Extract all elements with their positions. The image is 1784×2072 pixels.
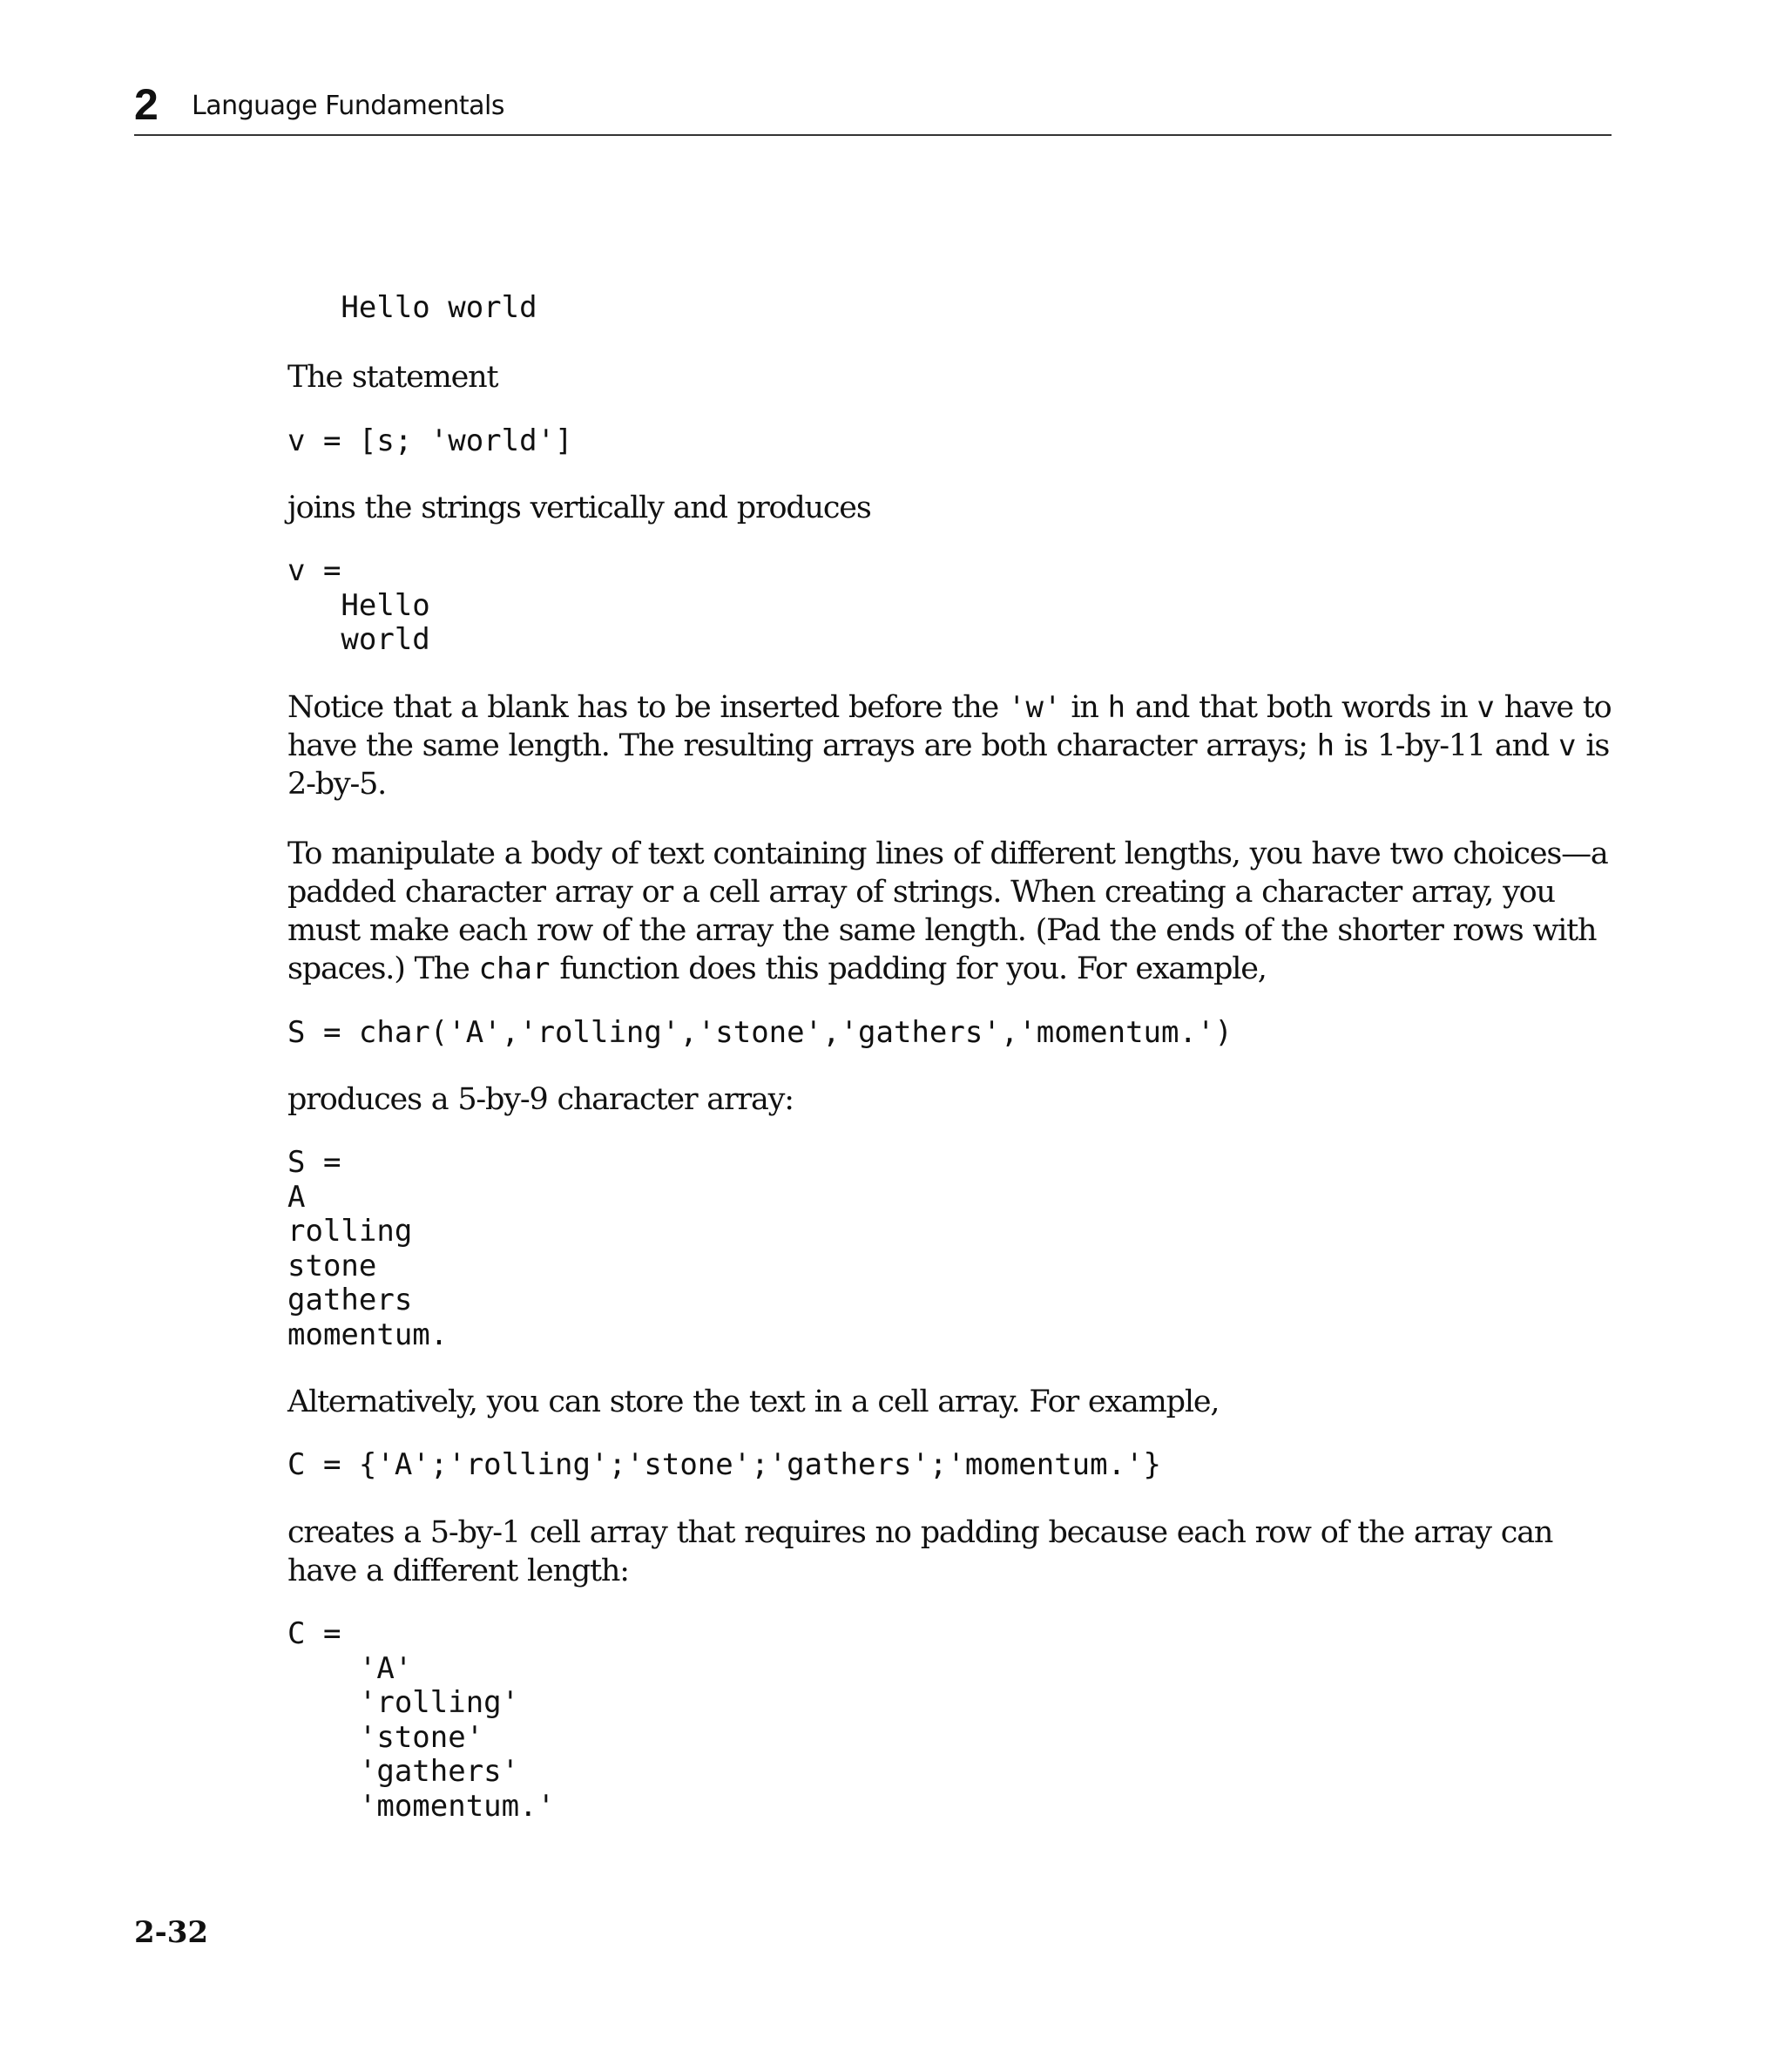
page-number: 2-32 — [134, 1915, 209, 1950]
chapter-title: Language Fundamentals — [192, 91, 504, 121]
paragraph-creates: creates a 5-by-1 cell array that requires no padding because each row of the array can have a different length: — [287, 1515, 1553, 1588]
inline-code: 'w' — [1008, 690, 1062, 725]
paragraph-the-statement: The statement — [287, 360, 498, 395]
running-header — [134, 75, 1612, 136]
text-segment: To manipulate a body of text containing lines of different lengths, you have two choices—a padded character array or a cell array of strings. When creating a character array, you must make each row of the array the same length. (Pad the ends of the shorter rows with spaces.) The — [287, 836, 1608, 986]
inline-code: char — [478, 951, 551, 986]
text-segment: function does this padding for you. For example, — [550, 951, 1267, 986]
code-s-result: S = A rolling stone gathers momentum. — [287, 1145, 449, 1352]
code-c-result: C = 'A' 'rolling' 'stone' 'gathers' 'momentum.' — [287, 1616, 556, 1824]
text-segment: have to have the same length. The resulting arrays are both character arrays; — [287, 690, 1612, 763]
paragraph-joins: joins the strings vertically and produces — [287, 491, 871, 525]
text-segment: is 1-by-11 and — [1335, 728, 1559, 763]
code-v-join: v = [s; 'world'] — [287, 423, 573, 458]
code-cell-array: C = {'A';'rolling';'stone';'gathers';'momentum.'} — [287, 1447, 1162, 1482]
paragraph-notice — [287, 688, 1612, 803]
text-segment: and that both words in — [1125, 690, 1477, 725]
code-v-result: v = Hello world — [287, 553, 430, 657]
text-segment: in — [1061, 690, 1108, 725]
inline-code: v — [1558, 728, 1577, 763]
paragraph-produces: produces a 5-by-9 character array: — [287, 1082, 794, 1117]
inline-code: h — [1107, 690, 1126, 725]
paragraph-alternatively: Alternatively, you can store the text in a cell array. For example, — [287, 1385, 1220, 1419]
code-char-call: S = char('A','rolling','stone','gathers','momentum.') — [287, 1015, 1233, 1050]
paragraph-manipulate — [287, 835, 1612, 988]
inline-code: h — [1316, 728, 1335, 763]
code-hello-world: Hello world — [287, 290, 537, 325]
inline-code: v — [1477, 690, 1495, 725]
chapter-number: 2 — [134, 80, 159, 129]
text-segment: Notice that a blank has to be inserted before the — [287, 690, 1008, 725]
text-segment: is 2-by-5. — [287, 728, 1610, 802]
